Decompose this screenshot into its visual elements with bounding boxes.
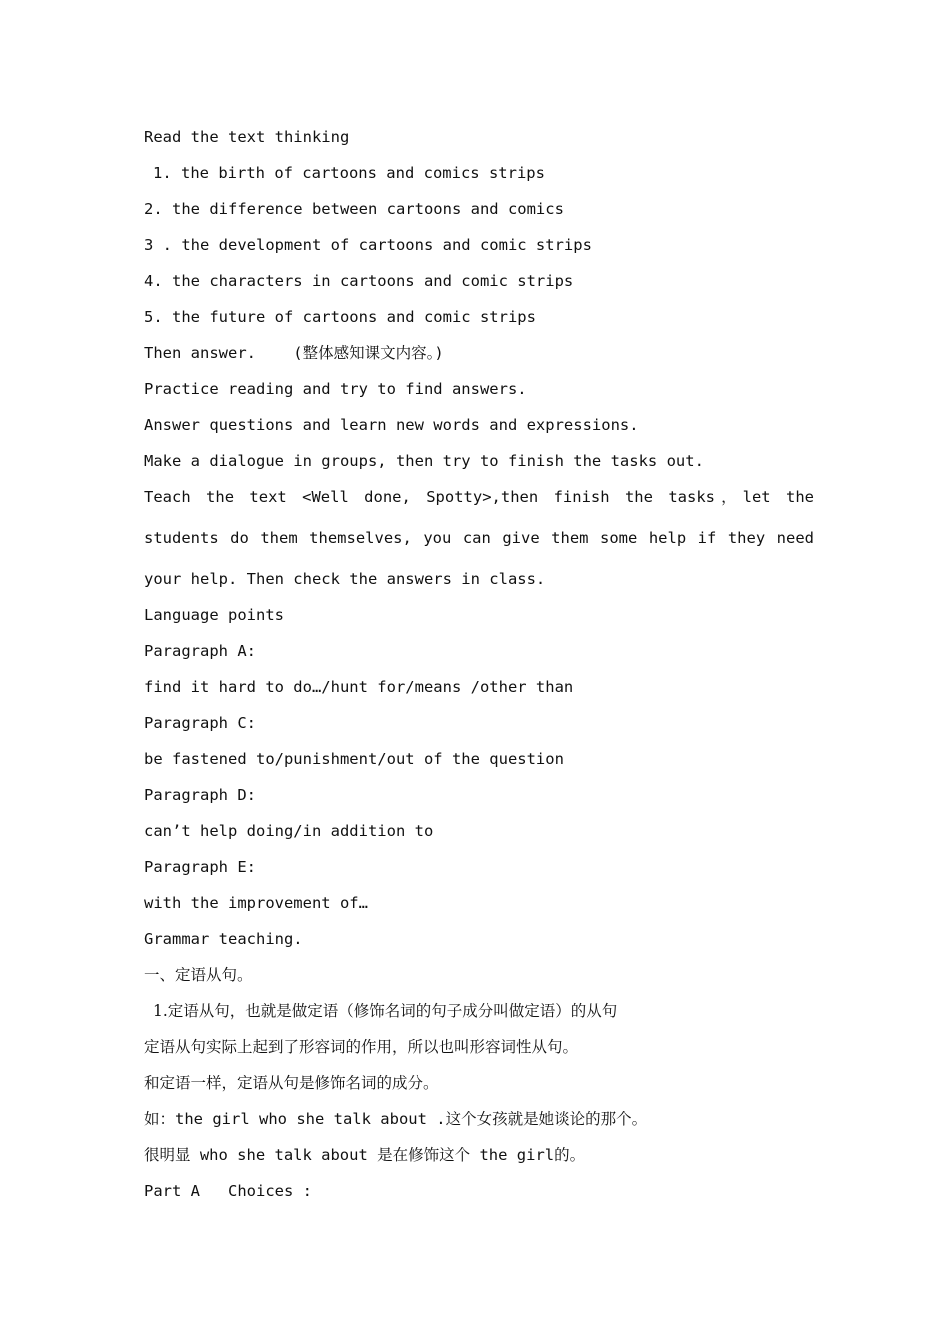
text-line-practice-reading: Practice reading and try to find answers. — [144, 380, 527, 398]
text-line-paragraph-c-points: be fastened to/punishment/out of the question — [144, 750, 564, 768]
heading-paragraph-e: Paragraph E: — [144, 858, 256, 876]
text-line-then-answer: Then answer. (整体感知课文内容。) — [144, 344, 444, 362]
list-item-characters: 4. the characters in cartoons and comic strips — [144, 272, 574, 290]
text-line-example: 如：the girl who she talk about .这个女孩就是她谈论的那个。 — [144, 1110, 648, 1128]
list-item-future: 5. the future of cartoons and comic strips — [144, 308, 536, 326]
document-body — [144, 126, 814, 1216]
heading-paragraph-c: Paragraph C: — [144, 714, 256, 732]
text-line-adjective-clause: 定语从句实际上起到了形容词的作用，所以也叫形容词性从句。 — [144, 1038, 579, 1056]
text-line-paragraph-a-points: find it hard to do…/hunt for/means /other than — [144, 678, 574, 696]
text-line-paragraph-d-points: can’t help doing/in addition to — [144, 822, 434, 840]
heading-part-a-choices: Part A Choices : — [144, 1182, 312, 1200]
heading-language-points: Language points — [144, 606, 284, 624]
heading-attributive-clause: 一、定语从句。 — [144, 966, 253, 984]
text-line-modifies-noun: 和定语一样，定语从句是修饰名词的成分。 — [144, 1074, 439, 1092]
text-line-read-the-text: Read the text thinking — [144, 128, 350, 146]
heading-paragraph-a: Paragraph A: — [144, 642, 256, 660]
heading-paragraph-d: Paragraph D: — [144, 786, 256, 804]
list-item-birth: 1. the birth of cartoons and comics strips — [153, 164, 545, 182]
list-item-development: 3 . the development of cartoons and comic strips — [144, 236, 592, 254]
text-line-make-dialogue: Make a dialogue in groups, then try to finish the tasks out. — [144, 452, 704, 470]
text-line-answer-questions: Answer questions and learn new words and expressions. — [144, 416, 639, 434]
text-line-paragraph-e-points: with the improvement of… — [144, 894, 368, 912]
heading-grammar-teaching: Grammar teaching. — [144, 930, 303, 948]
text-line-explanation: 很明显 who she talk about 是在修饰这个 the girl的。 — [144, 1146, 586, 1164]
text-line-definition: 1.定语从句，也就是做定语（修饰名词的句子成分叫做定语）的从句 — [153, 1002, 618, 1020]
list-item-difference: 2. the difference between cartoons and comics — [144, 200, 564, 218]
teach-paragraph: Teach the text <Well done, Spotty>,then finish the tasks，let the students do them themselves, you can give them some help if they need your help. Then check the answers in class. — [144, 488, 814, 588]
